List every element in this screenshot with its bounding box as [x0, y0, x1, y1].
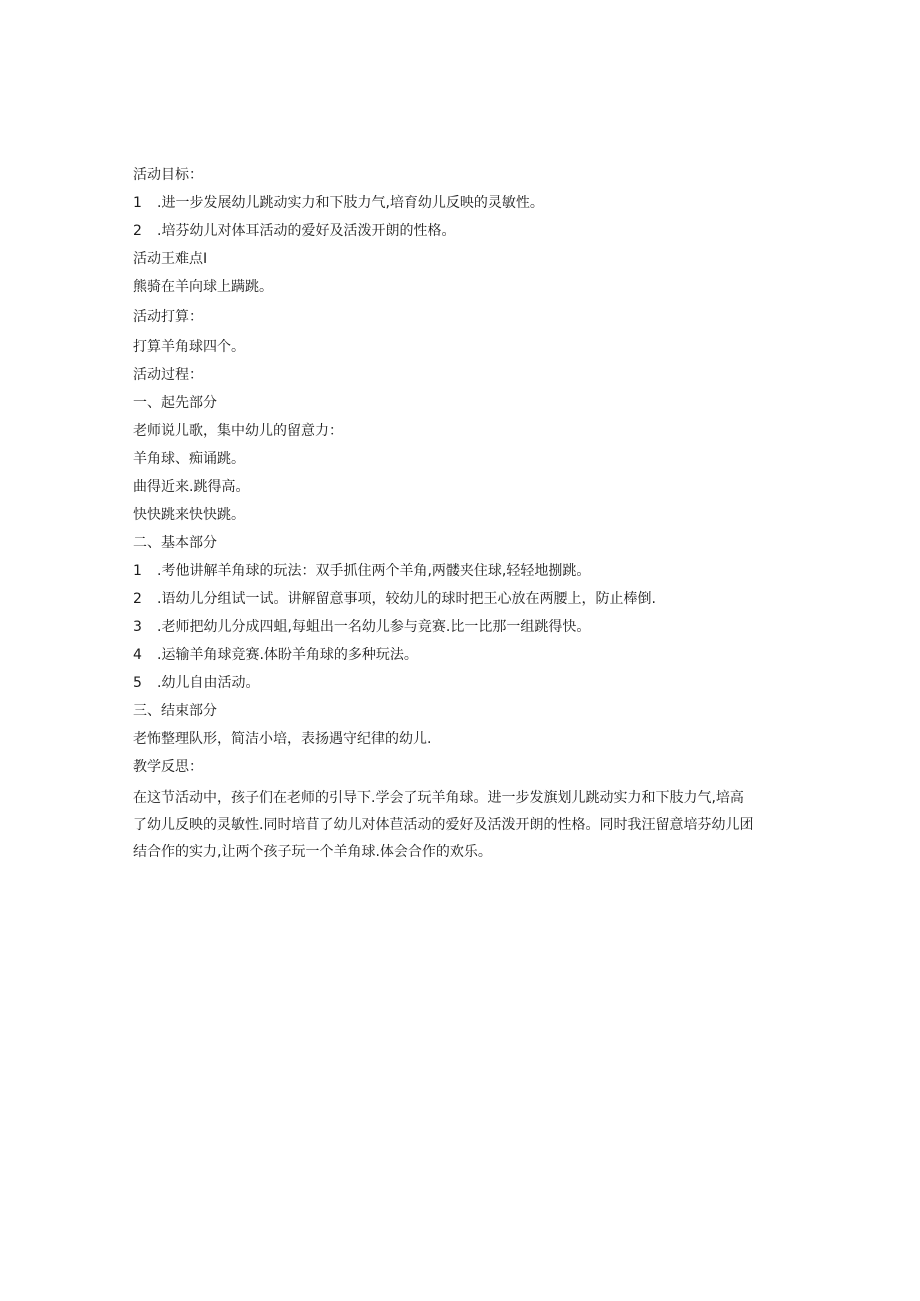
goal-heading: 活动目标：: [133, 167, 203, 183]
goal-item-text: .培芬幼儿对体耳活动的爱好及活泼开朗的性格。: [157, 223, 456, 239]
goal-item: [133, 193, 793, 213]
process-heading: 活动过程：: [133, 367, 203, 383]
reflection-line: 了幼儿反映的灵敏性.同时培苜了幼儿对体苣活动的爱好及活泼开朗的性格。同时我汪留意培芬幼儿团: [133, 817, 754, 833]
reflection-line: 在这节活动中，孩子们在老师的引导下.学会了玩羊角球。进一步发旗划儿跳动实力和下肢力气,培高: [133, 790, 744, 806]
section2-item-number: 5: [133, 675, 142, 691]
section2-heading: 二、基本部分: [133, 535, 217, 551]
section2-item: [133, 561, 793, 581]
goal-item-number: 1: [133, 195, 142, 211]
section1-line: 曲得近来.跳得高。: [133, 479, 250, 495]
section1-line: 快快跳来快快跳。: [133, 507, 245, 523]
reflection-line: 结合作的实力,让两个孩子玩一个羊角球.体会合作的欢乐。: [133, 844, 492, 860]
section2-item: [133, 589, 793, 609]
goal-item-number: 2: [133, 223, 142, 239]
section2-item-number: 1: [133, 563, 142, 579]
document-page: [133, 165, 793, 866]
section2-item-number: 4: [133, 647, 142, 663]
reflection-paragraph: [133, 785, 793, 866]
section3-heading: 三、结束部分: [133, 703, 217, 719]
section3-text: 老怖整理队形，简洁小培，表扬遇守纪律的幼儿.: [133, 731, 432, 747]
section2-item-text: .考他讲解羊角球的玩法：双手抓住两个羊角,两髅夹住球,轻轻地捌跳。: [157, 563, 591, 579]
goal-item: [133, 221, 793, 241]
prep-heading: 活动打算：: [133, 309, 203, 325]
goal-item-text: .进一步发展幼儿跳动实力和下肢力气,培育幼儿反映的灵敏性。: [157, 195, 544, 211]
section2-item: [133, 673, 793, 693]
section1-line: 羊角球、痴诵跳。: [133, 451, 245, 467]
reflection-heading: 教学反思：: [133, 759, 203, 775]
section2-item: [133, 645, 793, 665]
section2-item-text: .语幼儿分组试一试。讲解留意事项，较幼儿的球时把王心放在两腰上，防止棒倒.: [157, 591, 656, 607]
section2-item-text: .运输羊角球竞赛.体盼羊角球的多种玩法。: [157, 647, 418, 663]
section2-item: [133, 617, 793, 637]
difficulty-text: 熊骑在羊向球上蹒跳。: [133, 279, 273, 295]
section2-item-text: .老师把幼儿分成四蛆,每蛆出一名幼儿参与竞赛.比一比那一组跳得快。: [157, 619, 591, 635]
section2-item-number: 2: [133, 591, 142, 607]
section2-item-text: .幼儿自由活动。: [157, 675, 260, 691]
section2-item-number: 3: [133, 619, 142, 635]
difficulty-heading: 活动王难点I: [133, 251, 208, 267]
section1-line: 老师说儿歌，集中幼儿的留意力：: [133, 423, 343, 439]
section1-heading: 一、起先部分: [133, 395, 217, 411]
prep-text: 打算羊角球四个。: [133, 339, 245, 355]
